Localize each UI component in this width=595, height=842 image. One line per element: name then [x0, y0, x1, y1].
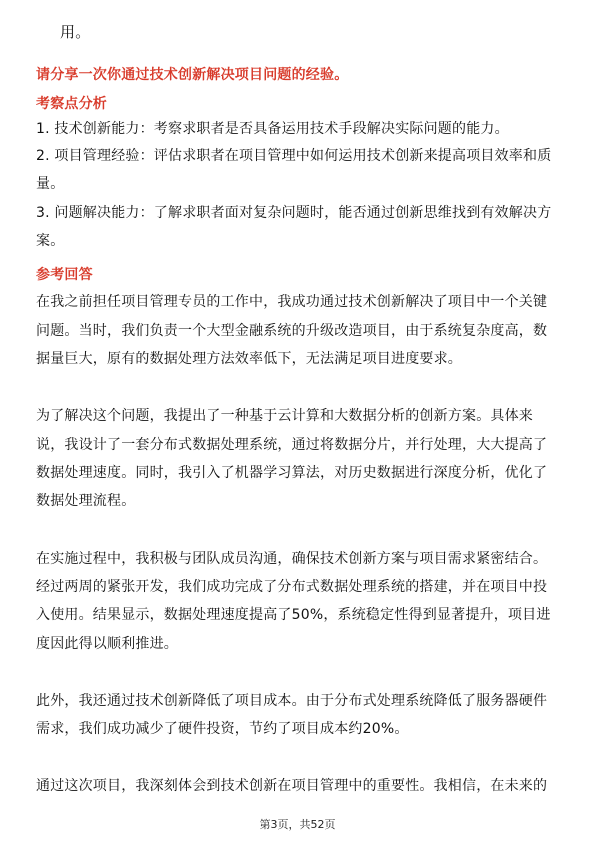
- paragraph-line: 此外，我还通过技术创新降低了项目成本。由于分布式处理系统降低了服务器硬件: [36, 693, 548, 709]
- paragraph-line: 问题。当时，我们负责一个大型金融系统的升级改造项目，由于系统复杂度高，数: [36, 323, 548, 339]
- paragraph-line: 在我之前担任项目管理专员的工作中，我成功通过技术创新解决了项目中一个关键: [36, 294, 548, 310]
- paragraph-line: 入使用。结果显示，数据处理速度提高了50%，系统稳定性得到显著提升，项目进: [36, 607, 551, 623]
- question-heading: 请分享一次你通过技术创新解决项目问题的经验。: [36, 67, 349, 83]
- continued-text: 用。: [60, 23, 91, 41]
- page-number-footer: 第3页，共52页: [259, 818, 336, 831]
- paragraph-line: 需求，我们成功减少了硬件投资，节约了项目成本约20%。: [36, 721, 409, 737]
- paragraph-line: 说，我设计了一套分布式数据处理系统，通过将数据分片，并行处理，大大提高了: [36, 437, 548, 453]
- paragraph-line: 数据处理流程。: [36, 493, 136, 509]
- analysis-item-1: 1. 技术创新能力：考察求职者是否具备运用技术手段解决实际问题的能力。: [36, 121, 509, 137]
- paragraph-line: 经过两周的紧张开发，我们成功完成了分布式数据处理系统的搭建，并在项目中投: [36, 579, 548, 595]
- analysis-item-2: 2. 项目管理经验：评估求职者在项目管理中如何运用技术创新来提高项目效率和质: [36, 148, 552, 164]
- paragraph-line: 据量巨大，原有的数据处理方法效率低下，无法满足项目进度要求。: [36, 351, 462, 367]
- paragraph-line: 数据处理速度。同时，我引入了机器学习算法，对历史数据进行深度分析，优化了: [36, 465, 548, 481]
- analysis-item-3: 3. 问题解决能力：了解求职者面对复杂问题时，能否通过创新思维找到有效解决方: [36, 205, 552, 221]
- analysis-item-3-cont: 案。: [36, 233, 65, 249]
- paragraph-line: 通过这次项目，我深刻体会到技术创新在项目管理中的重要性。我相信，在未来的: [36, 778, 548, 794]
- answer-heading: 参考回答: [36, 267, 93, 283]
- paragraph-line: 度因此得以顺利推进。: [36, 636, 178, 652]
- analysis-heading: 考察点分析: [36, 96, 107, 112]
- paragraph-line: 为了解决这个问题，我提出了一种基于云计算和大数据分析的创新方案。具体来: [36, 408, 533, 424]
- analysis-item-2-cont: 量。: [36, 176, 65, 192]
- paragraph-line: 在实施过程中，我积极与团队成员沟通，确保技术创新方案与项目需求紧密结合。: [36, 551, 548, 567]
